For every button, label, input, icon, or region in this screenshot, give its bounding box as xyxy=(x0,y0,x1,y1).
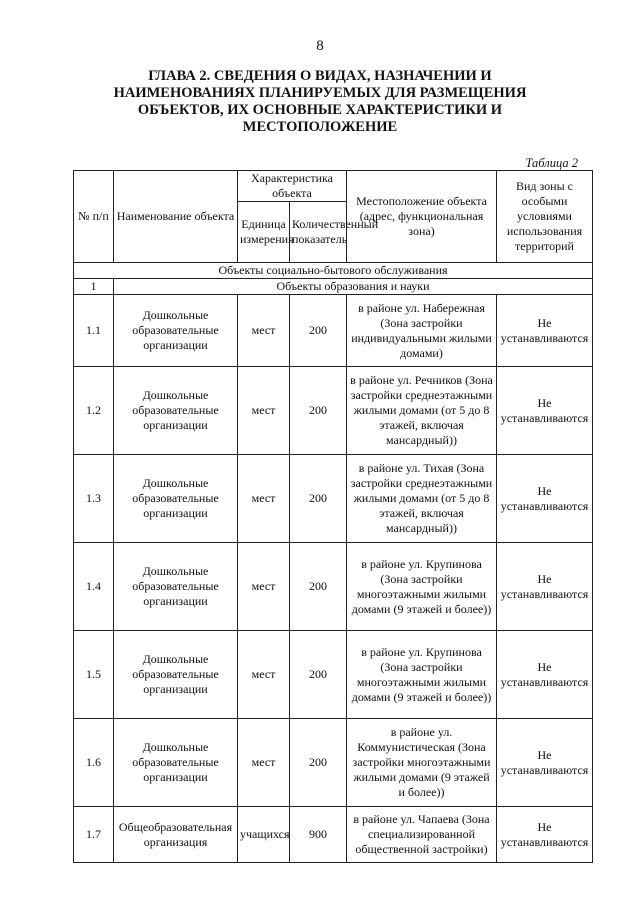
table-row xyxy=(74,367,593,455)
row-zone: Не устанавливаются xyxy=(497,455,593,543)
row-unit: мест xyxy=(238,719,290,807)
table-row xyxy=(74,719,593,807)
table-row xyxy=(74,631,593,719)
row-name: Дошкольные образовательные организации xyxy=(114,631,238,719)
row-unit: мест xyxy=(238,295,290,367)
row-location: в районе ул. Речников (Зона застройки среднеэтажными жилыми домами (от 5 до 8 этажей, включая мансардный)) xyxy=(347,367,497,455)
row-zone: Не устанавливаются xyxy=(497,631,593,719)
row-zone: Не устанавливаются xyxy=(497,719,593,807)
header-zone: Вид зоны с особыми условиями использования территорий xyxy=(497,171,593,263)
row-name: Дошкольные образовательные организации xyxy=(114,367,238,455)
objects-table xyxy=(73,170,593,863)
header-name: Наименование объекта xyxy=(114,171,238,263)
row-unit: мест xyxy=(238,367,290,455)
table-row xyxy=(74,543,593,631)
subsection-title: Объекты образования и науки xyxy=(114,279,593,295)
section-title: Объекты социально-бытового обслуживания xyxy=(74,263,593,279)
row-location: в районе ул. Тихая (Зона застройки среднеэтажными жилыми домами (от 5 до 8 этажей, включая мансардный)) xyxy=(347,455,497,543)
table-header-row xyxy=(74,171,593,202)
header-characteristic: Характеристика объекта xyxy=(238,171,347,202)
row-location: в районе ул. Крупинова (Зона застройки многоэтажными жилыми домами (9 этажей и более)) xyxy=(347,631,497,719)
header-quantity: Количественный показатель xyxy=(290,202,347,263)
row-zone: Не устанавливаются xyxy=(497,807,593,863)
row-quantity: 900 xyxy=(290,807,347,863)
row-num: 1.5 xyxy=(74,631,114,719)
row-quantity: 200 xyxy=(290,543,347,631)
row-location: в районе ул. Набережная (Зона застройки индивидуальными жилыми домами) xyxy=(347,295,497,367)
table-caption: Таблица 2 xyxy=(525,156,578,170)
row-unit: учащихся xyxy=(238,807,290,863)
row-num: 1.4 xyxy=(74,543,114,631)
table-row xyxy=(74,295,593,367)
row-name: Дошкольные образовательные организации xyxy=(114,455,238,543)
row-num: 1.7 xyxy=(74,807,114,863)
row-name: Дошкольные образовательные организации xyxy=(114,295,238,367)
row-num: 1.1 xyxy=(74,295,114,367)
row-num: 1.3 xyxy=(74,455,114,543)
chapter-title: ГЛАВА 2. СВЕДЕНИЯ О ВИДАХ, НАЗНАЧЕНИИ И НАИМЕНОВАНИЯХ ПЛАНИРУЕМЫХ ДЛЯ РАЗМЕЩЕНИЯ ОБЪЕКТОВ, ИХ ОСНОВНЫЕ ХАРАКТЕРИСТИКИ И МЕСТОПОЛОЖЕНИЕ xyxy=(113,68,527,135)
row-unit: мест xyxy=(238,455,290,543)
table-row xyxy=(74,807,593,863)
row-zone: Не устанавливаются xyxy=(497,295,593,367)
table-row xyxy=(74,455,593,543)
section-row xyxy=(74,263,593,279)
header-unit: Единица измерения xyxy=(238,202,290,263)
row-name: Дошкольные образовательные организации xyxy=(114,543,238,631)
header-location: Местоположение объекта (адрес, функциональная зона) xyxy=(347,171,497,263)
row-location: в районе ул. Коммунистическая (Зона застройки многоэтажными жилыми домами (9 этажей и более)) xyxy=(347,719,497,807)
row-quantity: 200 xyxy=(290,455,347,543)
row-name: Дошкольные образовательные организации xyxy=(114,719,238,807)
row-quantity: 200 xyxy=(290,719,347,807)
row-quantity: 200 xyxy=(290,367,347,455)
row-unit: мест xyxy=(238,543,290,631)
row-unit: мест xyxy=(238,631,290,719)
subsection-num: 1 xyxy=(74,279,114,295)
row-num: 1.6 xyxy=(74,719,114,807)
row-location: в районе ул. Чапаева (Зона специализированной общественной застройки) xyxy=(347,807,497,863)
row-quantity: 200 xyxy=(290,295,347,367)
row-location: в районе ул. Крупинова (Зона застройки многоэтажными жилыми домами (9 этажей и более)) xyxy=(347,543,497,631)
header-num: № п/п xyxy=(74,171,114,263)
page-number: 8 xyxy=(316,38,324,54)
row-num: 1.2 xyxy=(74,367,114,455)
row-zone: Не устанавливаются xyxy=(497,543,593,631)
row-name: Общеобразовательная организация xyxy=(114,807,238,863)
subsection-row xyxy=(74,279,593,295)
row-zone: Не устанавливаются xyxy=(497,367,593,455)
row-quantity: 200 xyxy=(290,631,347,719)
